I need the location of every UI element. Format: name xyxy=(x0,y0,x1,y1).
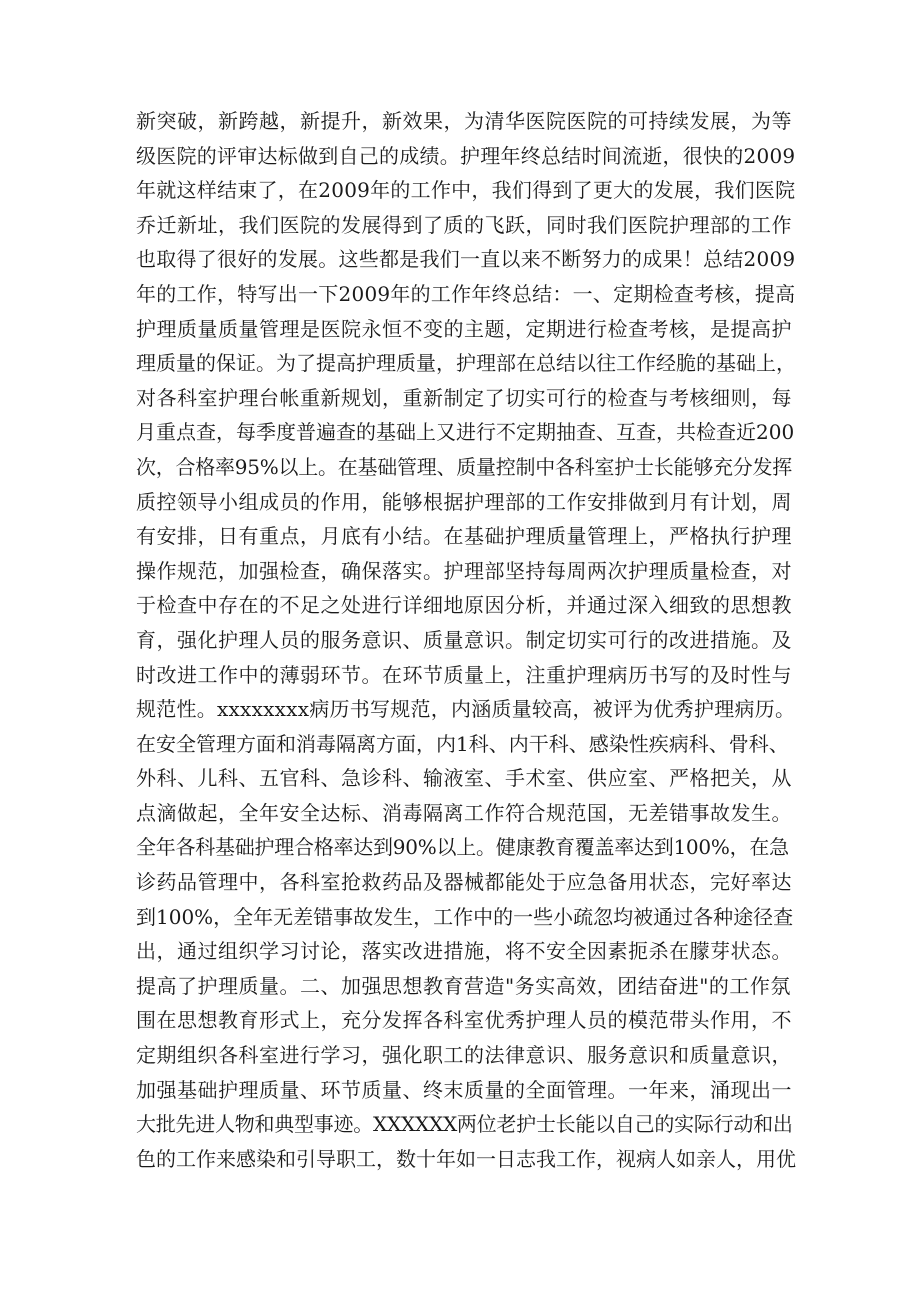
text-line: 乔迁新址，我们医院的发展得到了质的飞跃，同时我们医院护理部的工作 xyxy=(136,212,792,237)
text-line: 于检查中存在的不足之处进行详细地原因分析，并通过深入细致的思想教 xyxy=(136,593,792,618)
text-line: 理质量的保证。为了提高护理质量，护理部在总结以往工作经脆的基础上， xyxy=(136,351,796,376)
text-line: 次，合格率95%以上。在基础管理、质量控制中各科室护士长能够充分发挥 xyxy=(136,454,792,479)
text-line: 到100%，全年无差错事故发生，工作中的一些小疏忽均被通过各种途径查 xyxy=(136,904,794,929)
text-line: 外科、儿科、五官科、急诊科、输液室、手术室、供应室、严格把关，从 xyxy=(136,766,792,791)
text-line: 级医院的评审达标做到自己的成绩。护理年终总结时间流逝，很快的2009 xyxy=(136,143,796,168)
text-line: 定期组织各科室进行学习，强化职工的法律意识、服务意识和质量意识， xyxy=(136,1043,792,1068)
text-line: 护理质量质量管理是医院永恒不变的主题，定期进行检查考核，是提高护 xyxy=(136,316,792,341)
text-line: 加强基础护理质量、环节质量、终末质量的全面管理。一年来，涌现出一 xyxy=(136,1077,792,1102)
body-text xyxy=(136,104,796,1176)
text-line: 围在思想教育形式上，充分发挥各科室优秀护理人员的模范带头作用，不 xyxy=(136,1008,792,1033)
text-line: 色的工作来感染和引导职工，数十年如一日志我工作，视病人如亲人，用优 xyxy=(136,1146,796,1171)
text-line: 操作规范，加强检查，确保落实。护理部坚持每周两次护理质量检查，对 xyxy=(136,558,792,583)
text-line: 年就这样结束了，在2009年的工作中，我们得到了更大的发展，我们医院 xyxy=(136,178,796,203)
text-line: 在安全管理方面和消毒隔离方面，内1科、内干科、感染性疾病科、骨科、 xyxy=(136,731,789,756)
text-line: 年的工作，特写出一下2009年的工作年终总结：一、定期检查考核，提高 xyxy=(136,281,796,306)
text-line: 对各科室护理台帐重新规划，重新制定了切实可行的检查与考核细则，每 xyxy=(136,385,792,410)
text-line: 全年各科基础护理合格率达到90%以上。健康教育覆盖率达到100%，在急 xyxy=(136,835,789,860)
text-line: 提高了护理质量。二、加强思想教育营造"务实高效，团结奋进"的工作氛 xyxy=(136,973,791,998)
text-line: 育，强化护理人员的服务意识、质量意识。制定切实可行的改进措施。及 xyxy=(136,627,792,652)
text-line: 月重点查，每季度普遍查的基础上又进行不定期抽查、互查，共检查近200 xyxy=(136,420,795,445)
text-line: 出，通过组织学习讨论，落实改进措施，将不安全因素扼杀在朦芽状态。 xyxy=(136,939,792,964)
text-line: 规范性。xxxxxxxx病历书写规范，内涵质量较高，被评为优秀护理病历。 xyxy=(136,697,796,722)
text-line: 大批先进人物和典型事迹。XXXXXX两位老护士长能以自己的实际行动和出 xyxy=(136,1112,793,1137)
text-line: 有安排，日有重点，月底有小结。在基础护理质量管理上，严格执行护理 xyxy=(136,524,792,549)
text-line: 也取得了很好的发展。这些都是我们一直以来不断努力的成果！总结2009 xyxy=(136,247,796,272)
text-line: 新突破，新跨越，新提升，新效果，为清华医院医院的可持续发展，为等 xyxy=(136,109,792,133)
text-line: 时改进工作中的薄弱环节。在环节质量上，注重护理病历书写的及时性与 xyxy=(136,662,792,687)
text-line: 诊药品管理中，各科室抢救药品及器械都能处于应急备用状态，完好率达 xyxy=(136,870,792,895)
text-line: 点滴做起，全年安全达标、消毒隔离工作符合规范国，无差错事故发生。 xyxy=(136,800,792,825)
text-line: 质控领导小组成员的作用，能够根据护理部的工作安排做到月有计划，周 xyxy=(136,489,792,514)
